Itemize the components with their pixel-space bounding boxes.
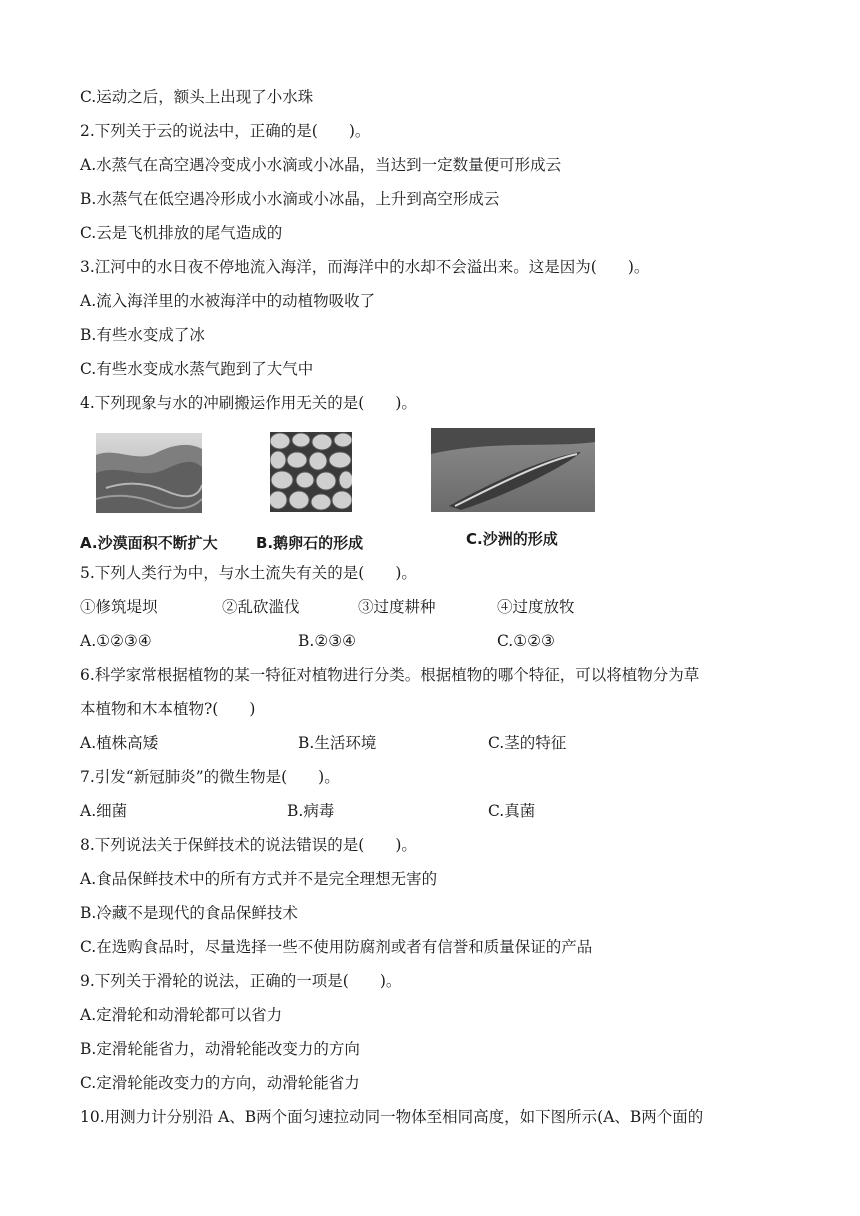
desert-photo xyxy=(96,433,202,513)
q1-option-c: C.运动之后，额头上出现了小水珠 xyxy=(80,88,314,106)
q6-option-b: B.生活环境 xyxy=(298,734,377,752)
q8-option-b: B.冷藏不是现代的食品保鲜技术 xyxy=(80,904,298,922)
q8-option-c: C.在选购食品时，尽量选择一些不使用防腐剂或者有信誉和质量保证的产品 xyxy=(80,938,593,956)
q2-stem: 2.下列关于云的说法中，正确的是( )。 xyxy=(80,122,371,140)
q4-caption-b: B.鹅卵石的形成 xyxy=(256,534,364,552)
q9-option-a: A.定滑轮和动滑轮都可以省力 xyxy=(80,1006,283,1024)
q7-options xyxy=(80,800,780,822)
q3-option-a: A.流入海洋里的水被海洋中的动植物吸收了 xyxy=(80,292,376,310)
q8-option-a: A.食品保鲜技术中的所有方式并不是完全理想无害的 xyxy=(80,870,438,888)
q8-stem: 8.下列说法关于保鲜技术的说法错误的是( )。 xyxy=(80,836,417,854)
q6-stem-line1: 6.科学家常根据植物的某一特征对植物进行分类。根据植物的哪个特征，可以将植物分为草 xyxy=(80,666,700,684)
q3-stem: 3.江河中的水日夜不停地流入海洋，而海洋中的水却不会溢出来。这是因为( )。 xyxy=(80,258,650,276)
q9-stem: 9.下列关于滑轮的说法，正确的一项是( )。 xyxy=(80,972,402,990)
q2-option-c: C.云是飞机排放的尾气造成的 xyxy=(80,224,283,242)
q5-item-3: ③过度耕种 xyxy=(358,598,436,616)
q6-stem-line2: 本植物和木本植物?( ) xyxy=(80,700,256,718)
q4-caption-a: A.沙漠面积不断扩大 xyxy=(80,534,218,552)
q4-caption-c: C.沙洲的形成 xyxy=(466,530,558,548)
q9-option-b: B.定滑轮能省力，动滑轮能改变力的方向 xyxy=(80,1040,360,1058)
q5-item-1: ①修筑堤坝 xyxy=(80,598,158,616)
q2-option-a: A.水蒸气在高空遇冷变成小水滴或小冰晶，当达到一定数量便可形成云 xyxy=(80,156,562,174)
q6-options xyxy=(80,732,780,754)
q7-option-a: A.细菌 xyxy=(80,802,128,820)
q5-option-a: A.①②③④ xyxy=(80,632,152,650)
q9-option-c: C.定滑轮能改变力的方向，动滑轮能省力 xyxy=(80,1074,360,1092)
q5-item-4: ④过度放牧 xyxy=(497,598,575,616)
q4-stem: 4.下列现象与水的冲刷搬运作用无关的是( )。 xyxy=(80,394,417,412)
q5-stem: 5.下列人类行为中，与水土流失有关的是( )。 xyxy=(80,564,417,582)
q6-option-a: A.植株高矮 xyxy=(80,734,159,752)
q5-option-c: C.①②③ xyxy=(497,632,555,650)
q2-option-b: B.水蒸气在低空遇冷形成小水滴或小冰晶，上升到高空形成云 xyxy=(80,190,500,208)
q3-option-b: B.有些水变成了冰 xyxy=(80,326,205,344)
q5-option-b: B.②③④ xyxy=(298,632,357,650)
q10-stem: 10.用测力计分别沿 A、B两个面匀速拉动同一物体至相同高度，如下图所示(A、B两个面的 xyxy=(80,1108,704,1126)
pebbles-photo xyxy=(270,432,352,512)
q3-option-c: C.有些水变成水蒸气跑到了大气中 xyxy=(80,360,314,378)
q7-option-c: C.真菌 xyxy=(488,802,536,820)
q6-option-c: C.茎的特征 xyxy=(488,734,567,752)
q5-options xyxy=(80,630,780,652)
q5-items xyxy=(80,596,780,618)
q7-stem: 7.引发“新冠肺炎”的微生物是( )。 xyxy=(80,768,340,786)
q7-option-b: B.病毒 xyxy=(287,802,335,820)
q5-item-2: ②乱砍滥伐 xyxy=(222,598,300,616)
sandbar-photo xyxy=(431,428,595,512)
